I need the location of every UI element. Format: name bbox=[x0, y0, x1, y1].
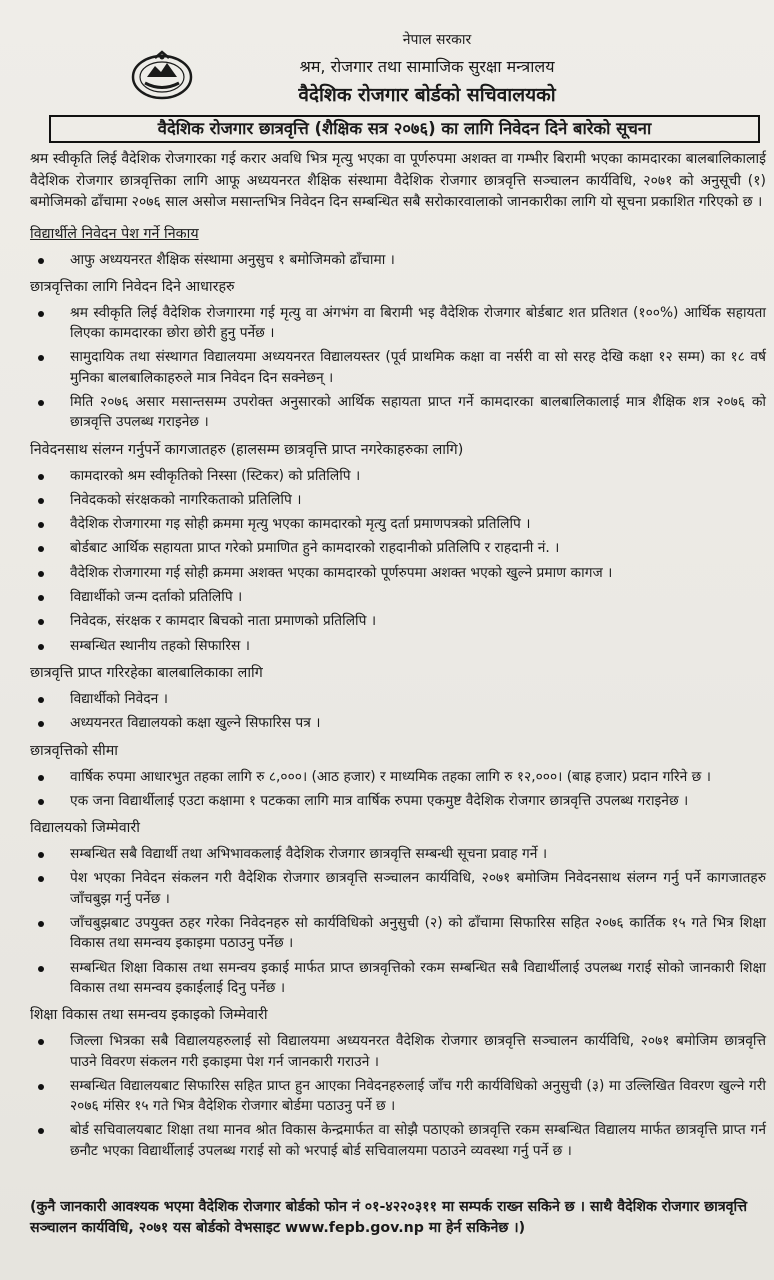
list-item: एक जना विद्यार्थीलाई एउटा कक्षामा १ पटकका लागि मात्र वार्षिक रुपमा एकमुष्ट वैदेशिक रोजगार छात्रवृत्ति उपलब्ध गराइनेछ । bbox=[30, 791, 766, 811]
section-eligibility bbox=[30, 277, 766, 433]
section-heading: छात्रवृत्तिको सीमा bbox=[30, 742, 118, 759]
section-heading: विद्यालयको जिम्मेवारी bbox=[30, 820, 140, 837]
list-item: सम्बन्धित विद्यालयबाट सिफारिस सहित प्राप्त हुन आएका निवेदनहरुलाई जाँच गरी कार्यविधिको अनुसुची (३) मा उल्लिखित विवरण खुल्ने गरी २०७६ मंसिर १५ गते भित्र वैदेशिक रोजगार बोर्डमा पठाउनु पर्ने छ । bbox=[30, 1076, 766, 1117]
list-item: मिति २०७६ असार मसान्तसम्म उपरोक्त अनुसारको आर्थिक सहायता प्राप्त गर्ने कामदारका बालबालिकालाई मात्र शैक्षिक शत्र २०७६ को छात्रवृत्ति उपलब्ध गराइनेछ । bbox=[30, 392, 766, 433]
section-list bbox=[30, 844, 766, 998]
list-item: वैदेशिक रोजगारमा गई सोही क्रममा अशक्त भएका कामदारको पूर्णरुपमा अशक्त भएको खुल्ने प्रमाण कागज । bbox=[30, 563, 766, 583]
section-list bbox=[30, 767, 766, 812]
section-scholarship-limit bbox=[30, 741, 766, 812]
contact-footer: (कुनै जानकारी आवश्यक भएमा वैदेशिक रोजगार बोर्डको फोन नं ०१-४२२०३११ मा सम्पर्क राख्न सकिने छ । साथै वैदेशिक रोजगार छात्रवृत्ति सञ्चालन कार्यविधि, २०७१ यस बोर्डको वेभसाइट www.fepb.gov.np मा हेर्न सकिनेछ ।) bbox=[30, 1199, 748, 1236]
intro-paragraph: श्रम स्वीकृति लिई वैदेशिक रोजगारका गई करार अवधि भित्र मृत्यु भएका वा पूर्णरुपमा अशक्त वा गम्भीर बिरामी भएका कामदारका बालबालिकालाई वैदेशिक रोजगार छात्रवृत्तिका लागि आफू अध्ययनरत शैक्षिक संस्थामा वैदेशिक रोजगार छात्रवृत्ति सञ्चालन कार्यविधि, २०७१ को अनुसूची (१) बमोजिमको ढाँचामा २०७६ साल असोज मसान्तभित्र निवेदन दिन सम्बन्धित सबै सरोकारवालाको जानकारीका लागि यो सूचना प्रकाशित गरिएको छ । bbox=[30, 151, 766, 210]
section-submission-body bbox=[30, 224, 766, 270]
list-item: कामदारको श्रम स्वीकृतिको निस्सा (स्टिकर) को प्रतिलिपि । bbox=[30, 466, 766, 486]
section-required-documents bbox=[30, 440, 766, 656]
list-item: सम्बन्धित स्थानीय तहको सिफारिस । bbox=[30, 636, 766, 656]
list-item: बोर्ड सचिवालयबाट शिक्षा तथा मानव श्रोत विकास केन्द्रमार्फत वा सोझै पठाएको छात्रवृत्ति रकम सम्बन्धित विद्यालय मार्फत छात्रवृत्ति प्राप्त गर्न छनौट भएका विद्यार्थीलाई उपलब्ध गराई सो को भरपाई बोर्ड सचिवालयमा पठाउने व्यवस्था गर्नु पर्ने छ । bbox=[30, 1120, 766, 1161]
list-item: सामुदायिक तथा संस्थागत विद्यालयमा अध्ययनरत विद्यालयस्तर (पूर्व प्राथमिक कक्षा वा नर्सरी वा सो सरह देखि कक्षा १२ सम्म) का १८ वर्ष मुनिका बालबालिकाहरुले मात्र निवेदन दिन सक्नेछन् । bbox=[30, 347, 766, 388]
list-item: विद्यार्थीको जन्म दर्ताको प्रतिलिपि । bbox=[30, 587, 766, 607]
section-list bbox=[30, 466, 766, 656]
list-item: निवेदक, संरक्षक र कामदार बिचको नाता प्रमाणको प्रतिलिपि । bbox=[30, 611, 766, 631]
list-item: निवेदकको संरक्षकको नागरिकताको प्रतिलिपि । bbox=[30, 490, 766, 510]
list-item: जिल्ला भित्रका सबै विद्यालयहरुलाई सो विद्यालयमा अध्ययनरत वैदेशिक रोजगार छात्रवृत्ति सञ्चालन कार्यविधि, २०७१ बमोजिम छात्रवृत्ति पाउने विवरण संकलन गरी इकाइमा पेश गर्न जानकारी गराउने । bbox=[30, 1031, 766, 1072]
list-item: जाँचबुझबाट उपयुक्त ठहर गरेका निवेदनहरु सो कार्यविधिको अनुसुची (२) को ढाँचामा सिफारिस सहित २०७६ कार्तिक १५ गते भित्र शिक्षा विकास तथा समन्वय इकाइमा पठाउनु पर्नेछ । bbox=[30, 913, 766, 954]
list-item: वार्षिक रुपमा आधारभुत तहका लागि रु ८,०००। (आठ हजार) र माध्यमिक तहका लागि रु १२,०००। (बाह्र हजार) प्रदान गरिने छ । bbox=[30, 767, 766, 787]
section-heading: शिक्षा विकास तथा समन्वय इकाइको जिम्मेवारी bbox=[30, 1007, 268, 1024]
notice-body bbox=[30, 149, 766, 1168]
list-item: वैदेशिक रोजगारमा गइ सोही क्रममा मृत्यु भएका कामदारको मृत्यु दर्ता प्रमाणपत्रको प्रतिलिपि । bbox=[30, 514, 766, 534]
list-item: बोर्डबाट आर्थिक सहायता प्राप्त गरेको प्रमाणित हुने कामदारको राहदानीको प्रतिलिपि र राहदानी नं. । bbox=[30, 538, 766, 558]
section-list bbox=[30, 303, 766, 433]
government-name: नेपाल सरकार bbox=[402, 32, 472, 48]
list-item: विद्यार्थीको निवेदन । bbox=[30, 689, 766, 709]
section-list bbox=[30, 250, 766, 270]
list-item: श्रम स्वीकृति लिई वैदेशिक रोजगारमा गई मृत्यु वा अंगभंग वा बिरामी भइ वैदेशिक रोजगार बोर्डबाट शत प्रतिशत (१००%) आर्थिक सहायता लिएका कामदारका छोरा छोरी हुनु पर्नेछ । bbox=[30, 303, 766, 344]
section-list bbox=[30, 1031, 766, 1161]
section-list bbox=[30, 689, 766, 734]
section-heading: छात्रवृत्तिका लागि निवेदन दिने आधारहरु bbox=[30, 278, 235, 295]
notice-title: वैदेशिक रोजगार छात्रवृत्ति (शैक्षिक सत्र २०७६) का लागि निवेदन दिने बारेको सूचना bbox=[49, 115, 760, 143]
list-item: सम्बन्धित शिक्षा विकास तथा समन्वय इकाई मार्फत प्राप्त छात्रवृत्तिको रकम सम्बन्धित सबै विद्यार्थीलाई उपलब्ध गराई सोको जानकारी शिक्षा विकास तथा समन्वय इकाईलाई दिनु पर्नेछ । bbox=[30, 958, 766, 999]
board-name: वैदेशिक रोजगार बोर्डको सचिवालयको bbox=[298, 84, 556, 106]
section-heading: निवेदनसाथ संलग्न गर्नुपर्ने कागजातहरु (हालसम्म छात्रवृत्ति प्राप्त नगरेकाहरुका लागि) bbox=[30, 441, 464, 458]
section-school-responsibility bbox=[30, 818, 766, 998]
section-heading: विद्यार्थीले निवेदन पेश गर्ने निकाय bbox=[30, 225, 199, 242]
list-item: सम्बन्धित सबै विद्यार्थी तथा अभिभावकलाई वैदेशिक रोजगार छात्रवृत्ति सम्बन्धी सूचना प्रवाह गर्ने । bbox=[30, 844, 766, 864]
section-heading: छात्रवृत्ति प्राप्त गरिरहेका बालबालिकाका लागि bbox=[30, 664, 263, 681]
ministry-name: श्रम, रोजगार तथा सामाजिक सुरक्षा मन्त्रालय bbox=[299, 57, 555, 76]
list-item: अध्ययनरत विद्यालयको कक्षा खुल्ने सिफारिस पत्र । bbox=[30, 713, 766, 733]
section-continuing-students bbox=[30, 663, 766, 734]
section-coordination-unit-responsibility bbox=[30, 1005, 766, 1161]
list-item: आफु अध्ययनरत शैक्षिक संस्थामा अनुसुच १ बमोजिमको ढाँचामा । bbox=[30, 250, 766, 270]
list-item: पेश भएका निवेदन संकलन गरी वैदेशिक रोजगार छात्रवृत्ति सञ्चालन कार्यविधि, २०७१ बमोजिम निवेदनसाथ संलग्न गर्नु पर्ने कागजातहरु जाँचबुझ गर्नु पर्नेछ । bbox=[30, 868, 766, 909]
